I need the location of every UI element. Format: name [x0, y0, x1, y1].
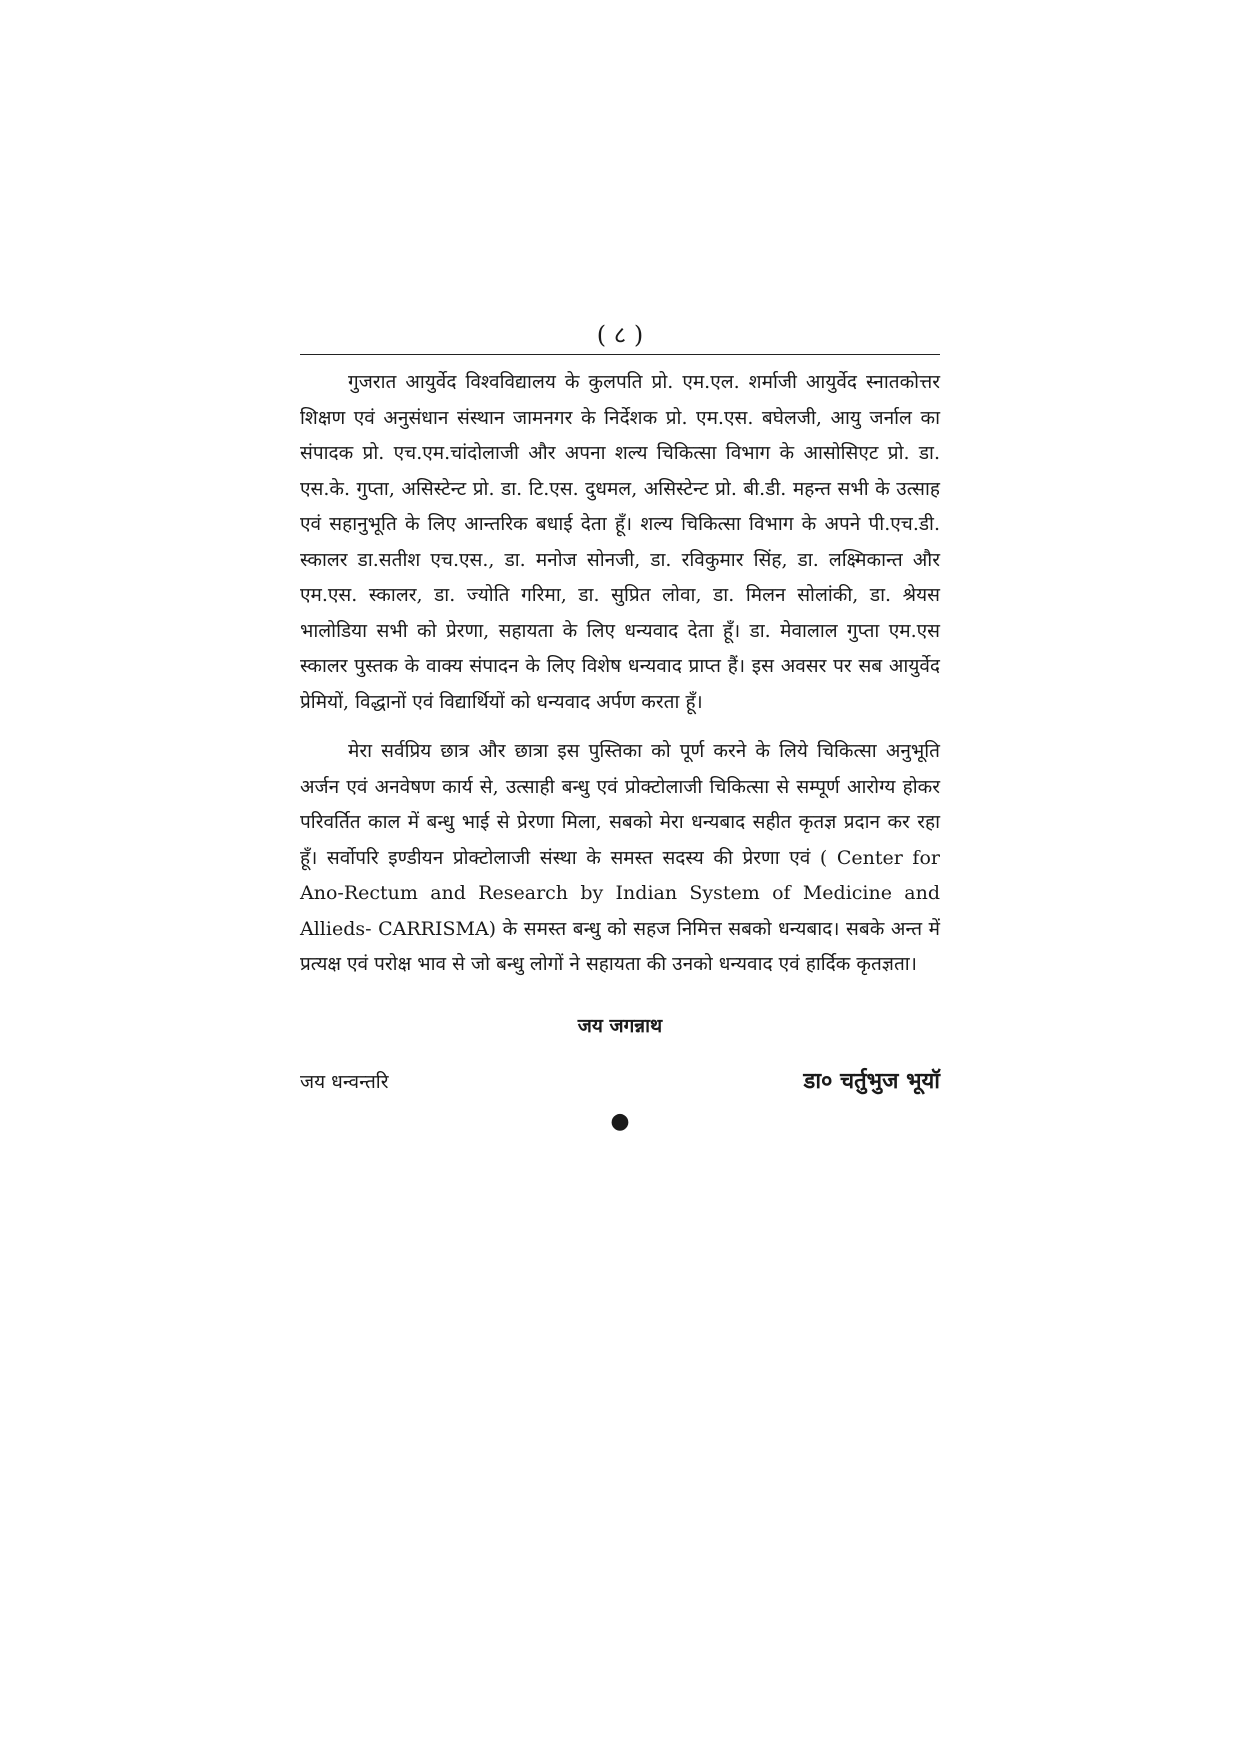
end-bullet-icon: ●: [610, 1108, 630, 1134]
signature-row: [300, 1065, 940, 1098]
page-number: ( ८ ): [596, 321, 644, 349]
paragraph-thanks: मेरा सर्वप्रिय छात्र और छात्रा इस पुस्तिका को पूर्ण करने के लिये चिकित्सा अनुभूति अर्जन एवं अनवेषण कार्य से, उत्साही बन्धु एवं प्रोक्टोलाजी चिकित्सा से सम्पूर्ण आरोग्य होकर परिवर्तित काल में बन्धु भाई से प्रेरणा मिला, सबको मेरा धन्यबाद सहीत कृतज्ञ प्रदान कर रहा हूँ। सर्वोपरि इण्डीयन प्रोक्टोलाजी संस्था के समस्त सदस्य की प्रेरणा एवं ( Center for Ano-Rectum and Research by Indian System of Medicine and Allieds- CARRISMA) के समस्त बन्धु को सहज निमित्त सबको धन्यबाद। सबके अन्त में प्रत्यक्ष एवं परोक्ष भाव से जो बन्धु लोगों ने सहायता की उनको धन्यवाद एवं हार्दिक कृतज्ञता।: [300, 740, 940, 975]
document-page: [300, 320, 940, 1136]
author-signature: डा० चर्तुभुज भूयॉ: [803, 1067, 940, 1094]
header-rule: [300, 354, 940, 355]
paragraph-acknowledgements: गुजरात आयुर्वेद विश्वविद्यालय के कुलपति प्रो. एम.एल. शर्माजी आयुर्वेद स्नातकोत्तर शिक्षण एवं अनुसंधान संस्थान जामनगर के निर्देशक प्रो. एम.एस. बघेलजी, आयु जर्नाल का संपादक प्रो. एच.एम.चांदोलाजी और अपना शल्य चिकित्सा विभाग के आसोसिएट प्रो. डा. एस.के. गुप्ता, असिस्टेन्ट प्रो. डा. टि.एस. दुधमल, असिस्टेन्ट प्रो. बी.डी. महन्त सभी के उत्साह एवं सहानुभूति के लिए आन्तरिक बधाई देता हूँ। शल्य चिकित्सा विभाग के अपने पी.एच.डी. स्कालर डा.सतीश एच.एस., डा. मनोज सोनजी, डा. रविकुमार सिंह, डा. लक्ष्मिकान्त और एम.एस. स्कालर, डा. ज्योति गरिमा, डा. सुप्रित लोवा, डा. मिलन सोलांकी, डा. श्रेयस भालोडिया सभी को प्रेरणा, सहायता के लिए धन्यवाद देता हूँ। डा. मेवालाल गुप्ता एम.एस स्कालर पुस्तक के वाक्य संपादन के लिए विशेष धन्यवाद प्राप्त हैं। इस अवसर पर सब आयुर्वेद प्रेमियों, विद्धानों एवं विद्यार्थियों को धन्यवाद अर्पण करता हूँ।: [300, 371, 940, 713]
closing-salutation: जय जगन्नाथ: [577, 1014, 663, 1037]
signature-left: जय धन्वन्तरि: [300, 1070, 389, 1093]
